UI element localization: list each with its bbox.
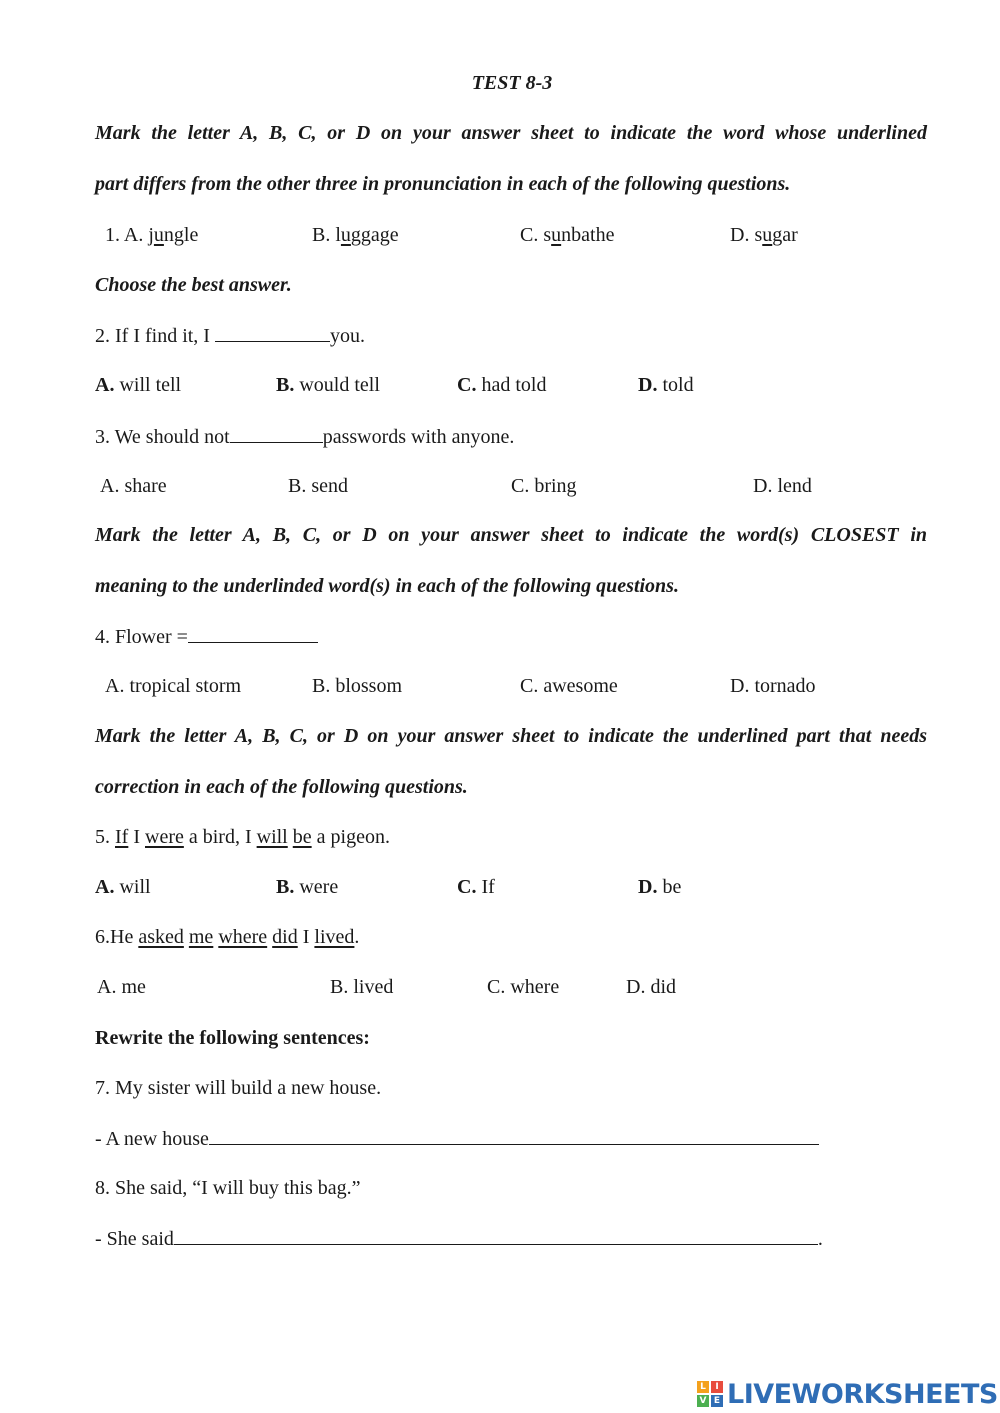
- q1-a-underlined: u: [153, 224, 164, 246]
- q4-pre: 4. Flower =: [95, 626, 188, 648]
- q6-t5: .: [354, 926, 360, 948]
- q5-d-text: be: [657, 876, 682, 898]
- page-title: TEST 8-3: [471, 72, 553, 94]
- q6-num: 6.He: [95, 926, 139, 948]
- q1-d-pre: s: [754, 224, 763, 246]
- question-6-option-c[interactable]: C. where: [487, 976, 560, 998]
- q3-blank[interactable]: [230, 424, 323, 443]
- q1-b-underlined: u: [340, 224, 351, 246]
- q2-c-text: had told: [476, 374, 547, 396]
- q2-c-letter: C.: [457, 374, 477, 396]
- question-5-option-b[interactable]: [276, 875, 338, 899]
- q1-d-underlined: u: [762, 224, 773, 246]
- q2-a-text: will tell: [114, 374, 182, 396]
- q5-a-letter: A.: [95, 876, 115, 898]
- q3-b-text: send: [306, 475, 349, 497]
- q3-post: passwords with anyone.: [322, 426, 515, 448]
- q2-a-letter: A.: [95, 374, 115, 396]
- q1-c-label: C.: [520, 224, 544, 246]
- question-7-answer-line: [95, 1126, 819, 1151]
- liveworksheets-logo: [697, 1378, 998, 1410]
- question-3-option-d[interactable]: [753, 474, 812, 498]
- q3-a-letter: A.: [100, 475, 120, 497]
- q1-a-post: ngle: [163, 224, 199, 246]
- q5-c-text: If: [476, 876, 495, 898]
- q3-d-text: lend: [772, 475, 812, 497]
- q3-d-letter: D.: [753, 475, 773, 497]
- q5-num: 5.: [95, 826, 115, 848]
- section-instruction-rewrite: Rewrite the following sentences:: [95, 1027, 370, 1049]
- q7-answer-prefix: - A new house: [95, 1128, 209, 1150]
- q6-underlined-lived: lived: [314, 926, 355, 948]
- q5-t4: a pigeon.: [311, 826, 390, 848]
- question-2-option-c[interactable]: [457, 373, 546, 397]
- q1-d-post: gar: [772, 224, 798, 246]
- q3-b-letter: B.: [288, 475, 307, 497]
- q1-label: 1. A.: [105, 224, 149, 246]
- q6-underlined-asked: asked: [138, 926, 184, 948]
- q6-t4: I: [297, 926, 315, 948]
- question-4-option-a[interactable]: A. tropical storm: [105, 675, 242, 697]
- q7-answer-blank[interactable]: [209, 1126, 819, 1145]
- q2-b-letter: B.: [276, 374, 295, 396]
- q5-underlined-if: If: [115, 826, 129, 848]
- q3-c-letter: C.: [511, 475, 530, 497]
- q2-d-text: told: [657, 374, 694, 396]
- q1-c-underlined: u: [551, 224, 562, 246]
- section-instruction-closest-line1: Mark the letter A, B, C, or D on your answer sheet to indicate the word(s) CLOSEST in: [95, 524, 927, 546]
- q4-blank[interactable]: [188, 624, 318, 643]
- q1-c-pre: s: [543, 224, 552, 246]
- q2-blank[interactable]: [215, 323, 330, 342]
- logo-mark-e: E: [711, 1395, 723, 1407]
- logo-mark-i: I: [711, 1381, 723, 1393]
- question-4-stem: [95, 624, 318, 649]
- section-instruction-best-answer: Choose the best answer.: [95, 274, 292, 296]
- question-1-option-c[interactable]: [520, 223, 614, 247]
- section-instruction-correction-line1: Mark the letter A, B, C, or D on your answer sheet to indicate the underlined part that needs: [95, 725, 927, 747]
- q2-pre: 2. If I find it, I: [95, 325, 215, 347]
- question-6-option-b[interactable]: B. lived: [330, 976, 394, 998]
- logo-mark-l: L: [697, 1381, 709, 1393]
- q5-b-letter: B.: [276, 876, 295, 898]
- q5-underlined-will: will: [256, 826, 288, 848]
- q8-answer-prefix: - She said: [95, 1228, 174, 1250]
- question-5-stem: [95, 825, 390, 849]
- q5-t1: I: [128, 826, 145, 848]
- question-2-stem: [95, 323, 365, 348]
- q2-b-text: would tell: [294, 374, 380, 396]
- question-8-sentence: 8. She said, “I will buy this bag.”: [95, 1177, 361, 1199]
- question-8-answer-line: [95, 1226, 823, 1251]
- q5-underlined-were: were: [145, 826, 184, 848]
- q1-a-pre: j: [148, 224, 154, 246]
- logo-text: LIVEWORKSHEETS: [727, 1378, 998, 1410]
- q8-answer-blank[interactable]: [174, 1226, 818, 1245]
- q5-a-text: will: [114, 876, 151, 898]
- q1-b-label: B.: [312, 224, 336, 246]
- q5-d-letter: D.: [638, 876, 658, 898]
- q3-pre: 3. We should not: [95, 426, 230, 448]
- q5-t2: a bird, I: [183, 826, 257, 848]
- section-instruction-closest-line2: meaning to the underlinded word(s) in each of the following questions.: [95, 575, 679, 597]
- question-3-option-a[interactable]: [100, 474, 167, 498]
- question-3-option-b[interactable]: [288, 474, 348, 498]
- q6-underlined-where: where: [218, 926, 268, 948]
- q5-b-text: were: [294, 876, 339, 898]
- q2-post: you.: [329, 325, 365, 347]
- section-instruction-pronunciation-line1: Mark the letter A, B, C, or D on your answer sheet to indicate the word whose underlined: [95, 122, 927, 144]
- q2-d-letter: D.: [638, 374, 658, 396]
- question-6-option-a[interactable]: A. me: [97, 976, 146, 998]
- question-6-option-d[interactable]: D. did: [626, 976, 676, 998]
- section-instruction-correction-line2: correction in each of the following questions.: [95, 776, 468, 798]
- logo-mark-v: V: [697, 1395, 709, 1407]
- question-2-option-b[interactable]: [276, 373, 380, 397]
- question-4-option-c[interactable]: C. awesome: [520, 675, 618, 697]
- q1-d-label: D.: [730, 224, 755, 246]
- logo-mark-icon: [697, 1381, 723, 1407]
- question-1-option-a[interactable]: [105, 223, 198, 247]
- question-7-sentence: 7. My sister will build a new house.: [95, 1077, 382, 1099]
- question-2-option-d[interactable]: [638, 373, 694, 397]
- question-5-option-a[interactable]: [95, 875, 151, 899]
- q5-c-letter: C.: [457, 876, 477, 898]
- question-4-option-b[interactable]: B. blossom: [312, 675, 403, 697]
- q3-a-text: share: [119, 475, 167, 497]
- q8-answer-suffix: .: [817, 1228, 823, 1250]
- question-2-option-a[interactable]: [95, 373, 181, 397]
- section-instruction-pronunciation-line2: part differs from the other three in pronunciation in each of the following questions.: [95, 173, 791, 195]
- question-3-option-c[interactable]: [511, 474, 577, 498]
- q3-c-text: bring: [529, 475, 577, 497]
- q6-underlined-me: me: [188, 926, 214, 948]
- question-3-stem: [95, 424, 514, 449]
- q1-b-pre: l: [335, 224, 341, 246]
- question-5-option-c[interactable]: [457, 875, 495, 899]
- question-1-option-d[interactable]: [730, 223, 798, 247]
- question-6-stem: [95, 925, 359, 949]
- question-1-option-b[interactable]: [312, 223, 399, 247]
- question-4-option-d[interactable]: D. tornado: [730, 675, 816, 697]
- question-5-option-d[interactable]: [638, 875, 681, 899]
- q5-underlined-be: be: [292, 826, 312, 848]
- q6-underlined-did: did: [272, 926, 298, 948]
- q1-c-post: nbathe: [561, 224, 615, 246]
- q1-b-post: ggage: [350, 224, 399, 246]
